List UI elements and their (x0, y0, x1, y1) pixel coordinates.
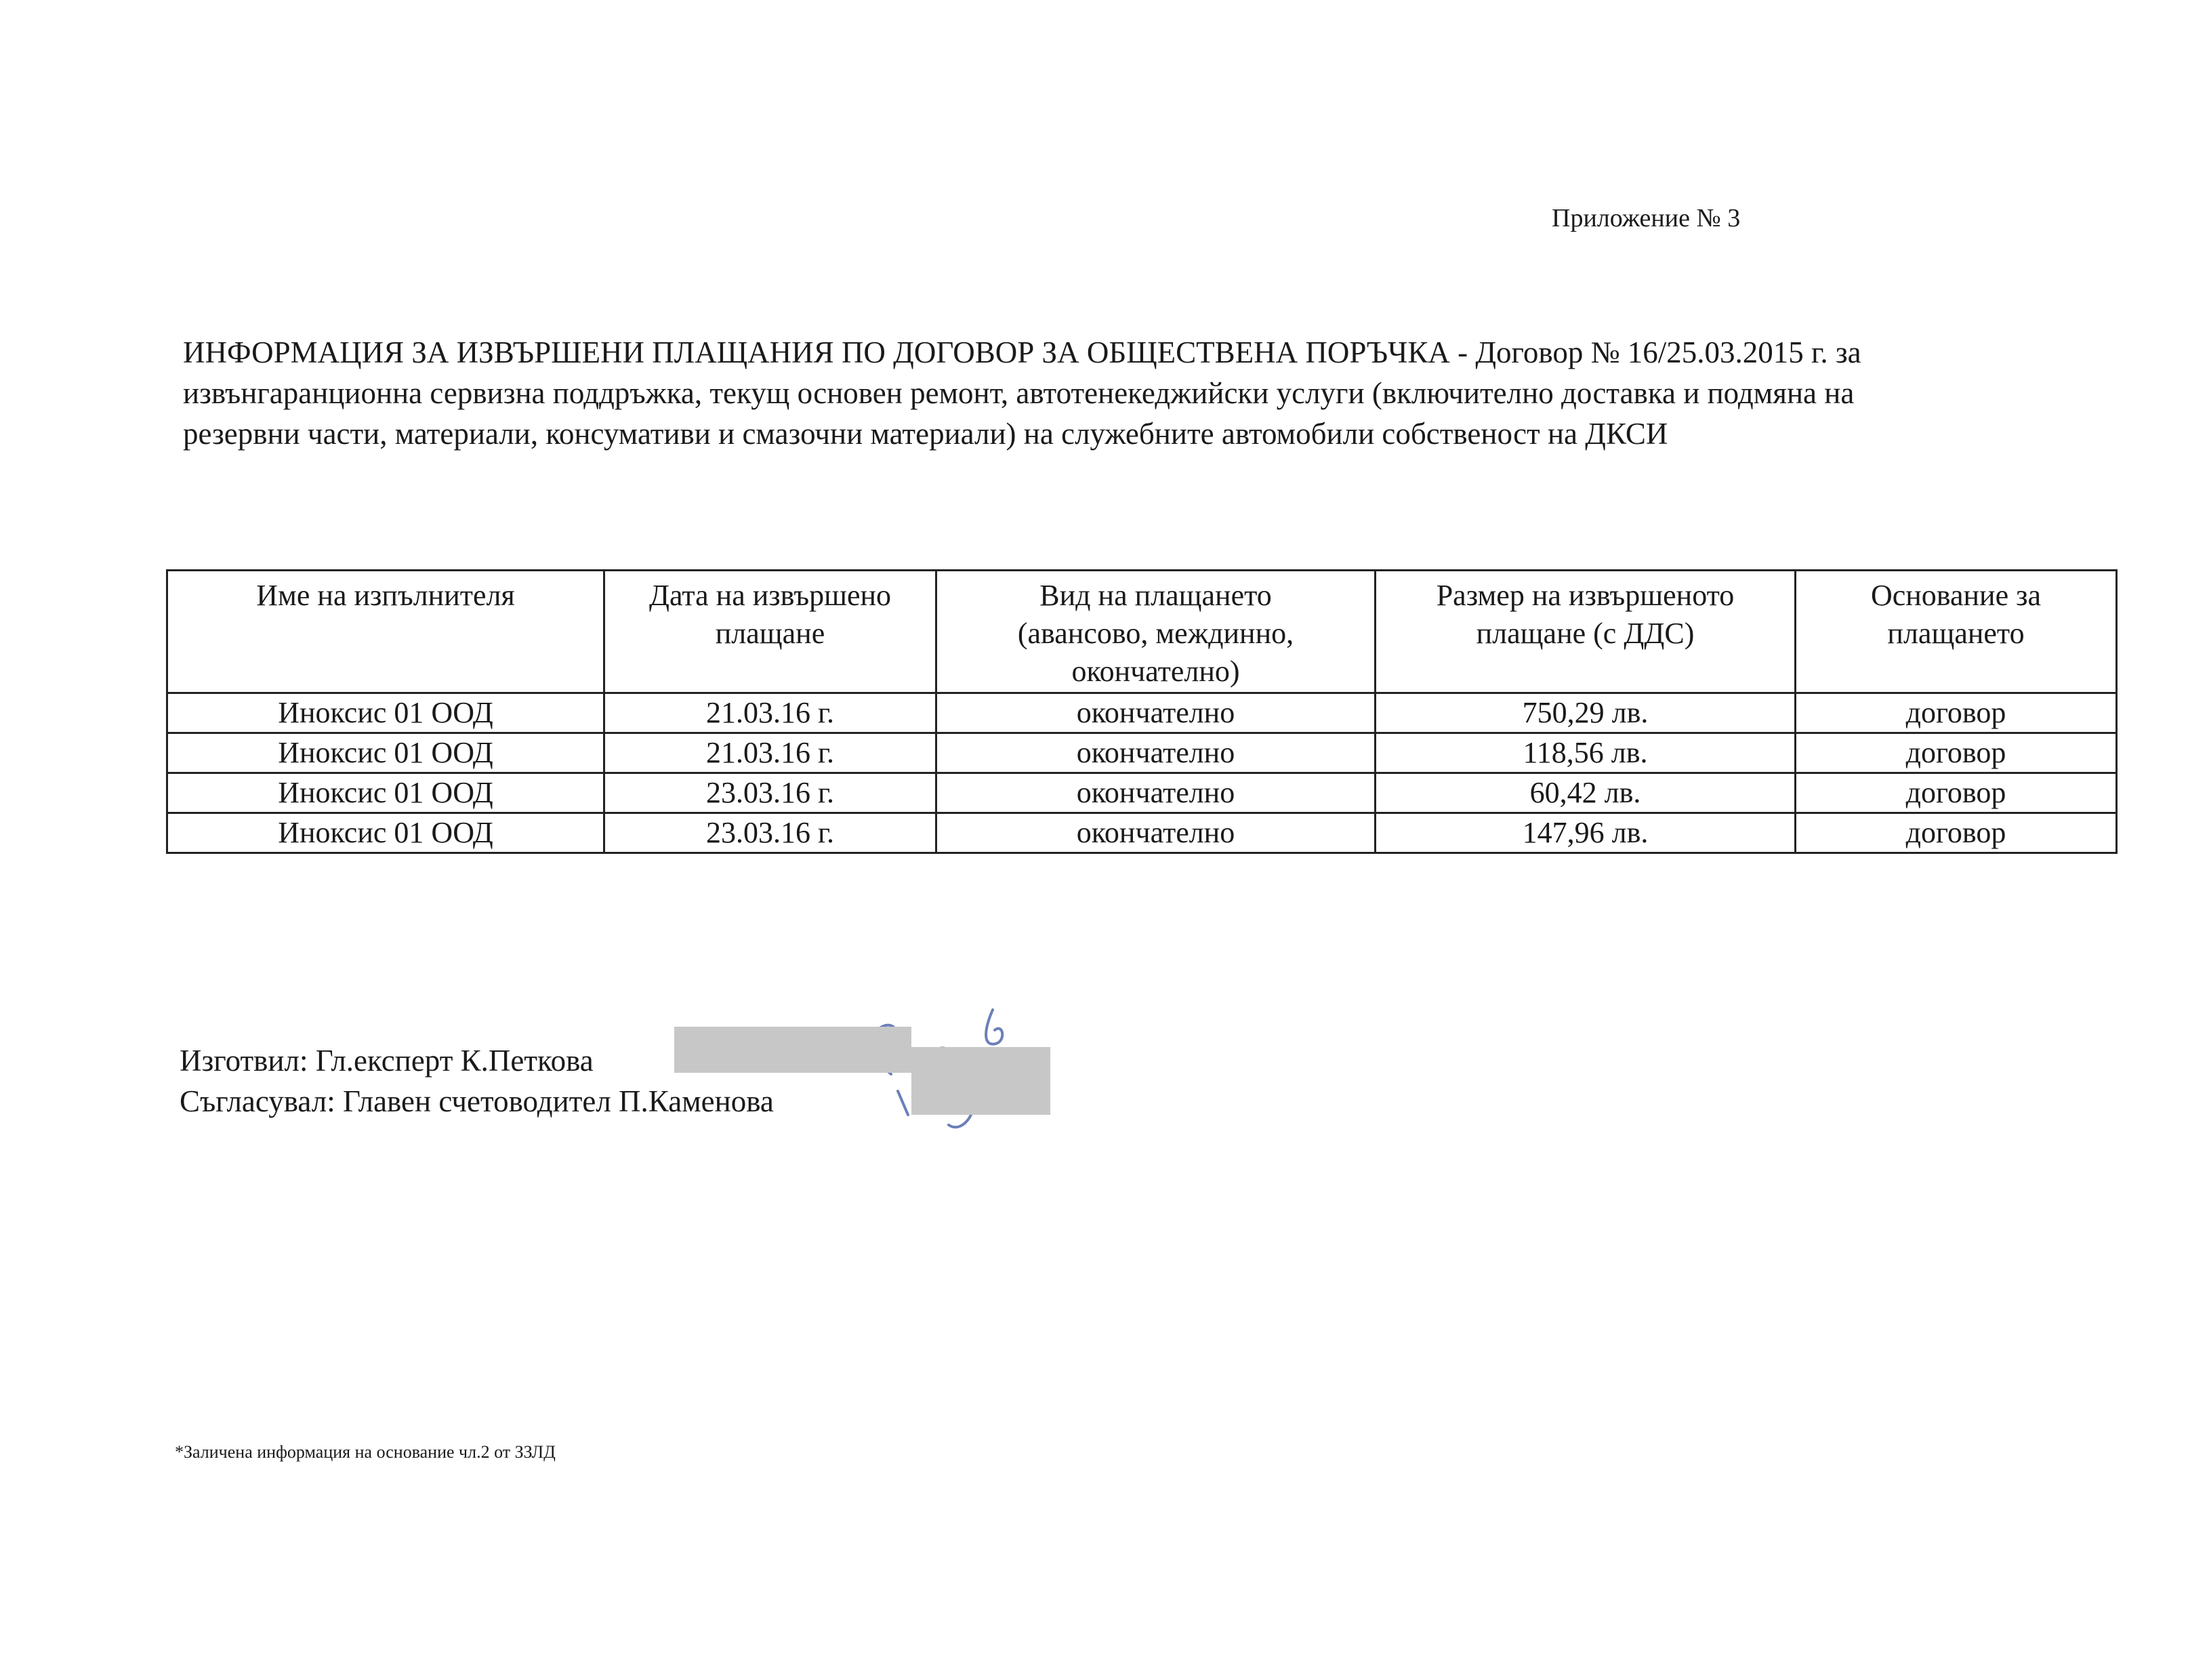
header-payment-basis: Основание за плащането (1796, 571, 2117, 693)
title-line-1: ИНФОРМАЦИЯ ЗА ИЗВЪРШЕНИ ПЛАЩАНИЯ ПО ДОГОВОР ЗА ОБЩЕСТВЕНА ПОРЪЧКА - Договор № 16/25.03.2015 г. за (183, 335, 1861, 369)
table-row (167, 693, 2117, 733)
cell-contractor: Иноксис 01 ООД (167, 693, 604, 733)
table-row (167, 813, 2117, 853)
table-row (167, 733, 2117, 773)
approved-by: Съгласувал: Главен счетоводител П.Каменова (180, 1084, 774, 1118)
cell-type: окончателно (936, 813, 1376, 853)
cell-type: окончателно (936, 773, 1376, 813)
cell-amount: 147,96 лв. (1376, 813, 1796, 853)
cell-contractor: Иноксис 01 ООД (167, 813, 604, 853)
annex-label: Приложение № 3 (1552, 204, 1741, 232)
document-title (183, 332, 2067, 454)
cell-amount: 118,56 лв. (1376, 733, 1796, 773)
table-row (167, 773, 2117, 813)
cell-contractor: Иноксис 01 ООД (167, 773, 604, 813)
cell-date: 23.03.16 г. (604, 813, 936, 853)
cell-date: 21.03.16 г. (604, 693, 936, 733)
cell-basis: договор (1796, 813, 2117, 853)
cell-date: 21.03.16 г. (604, 733, 936, 773)
cell-type: окончателно (936, 693, 1376, 733)
cell-date: 23.03.16 г. (604, 773, 936, 813)
cell-basis: договор (1796, 693, 2117, 733)
header-payment-amount: Размер на извършеното плащане (с ДДС) (1376, 571, 1796, 693)
table-header-row (167, 571, 2117, 693)
header-payment-date: Дата на извършено плащане (604, 571, 936, 693)
header-contractor: Име на изпълнителя (167, 571, 604, 693)
cell-contractor: Иноксис 01 ООД (167, 733, 604, 773)
prepared-by: Изготвил: Гл.експерт К.Петкова (180, 1044, 594, 1078)
title-line-3: резервни части, материали, консумативи и смазочни материали) на служебните автомобили собственост на ДКСИ (183, 417, 1668, 451)
payments-table (166, 569, 2118, 854)
redaction-box (911, 1047, 1050, 1115)
cell-basis: договор (1796, 773, 2117, 813)
footnote: *Заличена информация на основание чл.2 от ЗЗЛД (175, 1442, 556, 1462)
title-line-2: извънгаранционна сервизна поддръжка, текущ основен ремонт, автотенекеджийски услуги (включително доставка и подмяна на (183, 376, 1855, 410)
header-payment-type: Вид на плащането (авансово, междинно, окончателно) (936, 571, 1376, 693)
redaction-box (674, 1027, 911, 1073)
cell-basis: договор (1796, 733, 2117, 773)
cell-type: окончателно (936, 733, 1376, 773)
cell-amount: 60,42 лв. (1376, 773, 1796, 813)
cell-amount: 750,29 лв. (1376, 693, 1796, 733)
